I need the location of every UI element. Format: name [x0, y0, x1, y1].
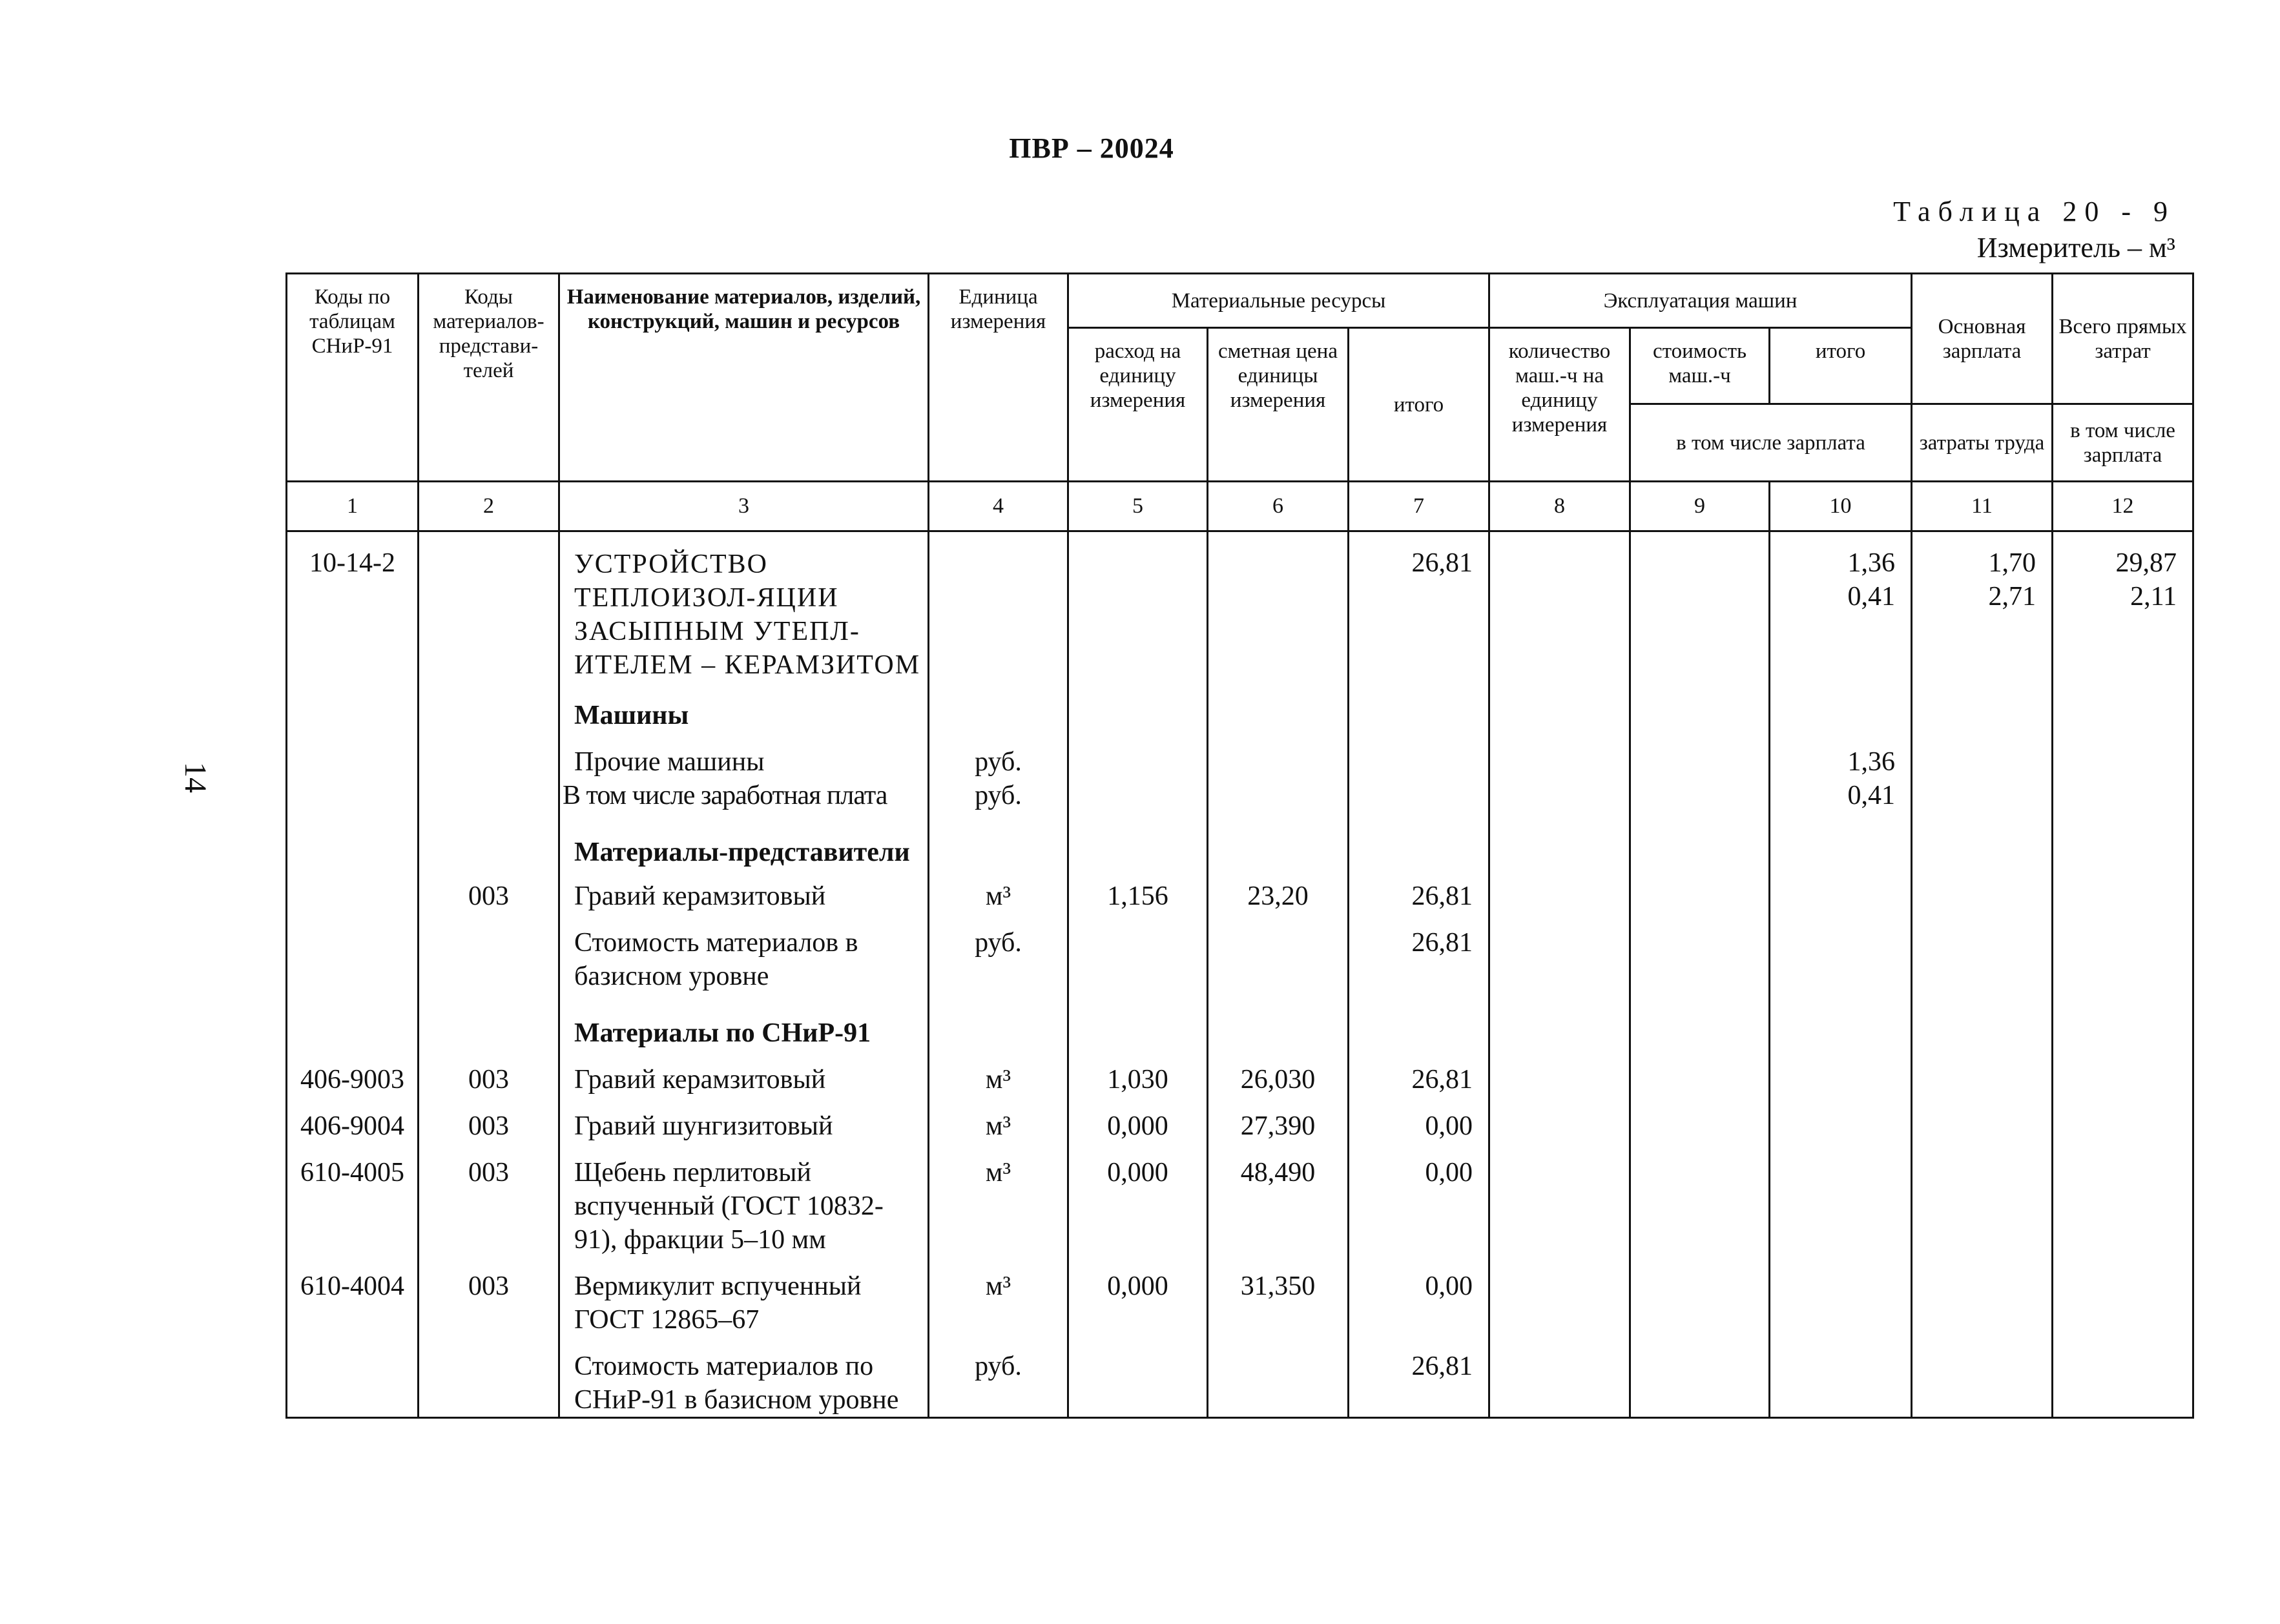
rep-code-cell: 003 — [419, 1143, 559, 1257]
price-cell: 27,390 — [1208, 1096, 1349, 1143]
total-cell: 26,81 — [1349, 531, 1489, 683]
item-name: Гравий шунгизитовый — [559, 1096, 929, 1143]
resource-table — [285, 272, 2194, 1419]
header-col9: стоимость маш.-ч — [1630, 328, 1770, 404]
table-row — [287, 913, 2193, 993]
item-name: В том числе заработная плата — [559, 779, 929, 812]
column-number: 12 — [2053, 482, 2193, 531]
code-cell: 406-9003 — [287, 1050, 419, 1096]
total-cell: 0,00 — [1349, 1257, 1489, 1337]
document-code: ПВР – 20024 — [1009, 132, 1174, 164]
rep-code-cell: 003 — [419, 869, 559, 913]
item-name: Гравий керамзитовый — [559, 869, 929, 913]
value-b: 0,41 — [1847, 582, 1896, 612]
column-number: 1 — [287, 482, 419, 531]
section-row — [287, 812, 2193, 869]
table-row — [287, 869, 2193, 913]
header-col12-sub: в том числе зарплата — [2053, 404, 2193, 482]
section-row — [287, 682, 2193, 732]
item-name: Стоимость материалов в базисном уровне — [559, 913, 929, 993]
unit-cell: м³ — [929, 1050, 1068, 1096]
column-number: 4 — [929, 482, 1068, 531]
header-materials-group: Материальные ресурсы — [1068, 274, 1489, 328]
header-col11-sub: затраты труда — [1912, 404, 2053, 482]
rep-code-cell: 003 — [419, 1096, 559, 1143]
price-cell: 26,030 — [1208, 1050, 1349, 1096]
item-name: Гравий керамзитовый — [559, 1050, 929, 1096]
total-cell: 26,81 — [1349, 1337, 1489, 1418]
item-name: Вермикулит вспученный ГОСТ 12865–67 — [559, 1257, 929, 1337]
header-col8: количество маш.-ч на единицу измерения — [1489, 328, 1630, 482]
column-number: 11 — [1912, 482, 2053, 531]
rate-cell: 0,000 — [1068, 1096, 1208, 1143]
total-cell: 0,00 — [1349, 1143, 1489, 1257]
column-number-row — [287, 482, 2193, 531]
table-row — [287, 1257, 2193, 1337]
page-number: 14 — [178, 762, 212, 793]
value-a: 1,36 — [1847, 548, 1896, 578]
table-row — [287, 1337, 2193, 1418]
header-col5: расход на единицу измерения — [1068, 328, 1208, 482]
item-name: Прочие машины — [559, 732, 929, 779]
unit-cell: руб. — [929, 732, 1068, 779]
table-row — [287, 732, 2193, 779]
unit-cell: руб. — [929, 779, 1068, 812]
header-col9-10-sub: в том числе зарплата — [1630, 404, 1912, 482]
rate-cell: 0,000 — [1068, 1143, 1208, 1257]
header-col7: итого — [1349, 328, 1489, 482]
value-a: 29,87 — [2115, 548, 2177, 578]
value-a: 1,70 — [1988, 548, 2036, 578]
header-col12: Всего прямых затрат — [2053, 274, 2193, 404]
table-row — [287, 1143, 2193, 1257]
table-row — [287, 1096, 2193, 1143]
section-heading: Материалы по СНиР-91 — [559, 993, 929, 1050]
header-col1: Коды по таблицам СНиР-91 — [287, 274, 419, 482]
wage-cell — [1912, 531, 2053, 683]
header-machines-group: Эксплуатация машин — [1489, 274, 1912, 328]
item-name: Стоимость материалов по СНиР-91 в базисном уровне — [559, 1337, 929, 1418]
column-number: 8 — [1489, 482, 1630, 531]
code-cell: 10-14-2 — [287, 531, 419, 683]
price-cell: 23,20 — [1208, 869, 1349, 913]
column-number: 10 — [1770, 482, 1912, 531]
section-heading: Материалы-представители — [559, 812, 929, 869]
rate-cell: 1,156 — [1068, 869, 1208, 913]
direct-cost-cell — [2053, 531, 2193, 683]
total-cell: 26,81 — [1349, 1050, 1489, 1096]
column-number: 7 — [1349, 482, 1489, 531]
rep-code-cell: 003 — [419, 1257, 559, 1337]
total-cell: 26,81 — [1349, 869, 1489, 913]
header-col2: Коды материалов-представи-телей — [419, 274, 559, 482]
unit-cell: руб. — [929, 1337, 1068, 1418]
machines-cell — [1770, 531, 1912, 683]
total-cell: 26,81 — [1349, 913, 1489, 993]
price-cell: 48,490 — [1208, 1143, 1349, 1257]
unit-cell: м³ — [929, 1096, 1068, 1143]
header-col11: Основная зарплата — [1912, 274, 2053, 404]
column-number: 2 — [419, 482, 559, 531]
code-cell: 610-4005 — [287, 1143, 419, 1257]
column-number: 9 — [1630, 482, 1770, 531]
unit-cell: руб. — [929, 913, 1068, 993]
price-cell: 31,350 — [1208, 1257, 1349, 1337]
unit-cell: м³ — [929, 1257, 1068, 1337]
column-number: 5 — [1068, 482, 1208, 531]
table-label: Таблица 20 - 9 — [1893, 196, 2175, 227]
unit-cell: м³ — [929, 1143, 1068, 1257]
code-cell: 610-4004 — [287, 1257, 419, 1337]
column-number: 3 — [559, 482, 929, 531]
header-col10: итого — [1770, 328, 1912, 404]
table-row — [287, 779, 2193, 812]
value-b: 2,11 — [2130, 582, 2177, 612]
total-cell: 0,00 — [1349, 1096, 1489, 1143]
table-caption — [1893, 194, 2175, 266]
code-cell: 406-9004 — [287, 1096, 419, 1143]
section-row — [287, 993, 2193, 1050]
header-col6: сметная цена единицы измерения — [1208, 328, 1349, 482]
section-heading: Машины — [559, 682, 929, 732]
machines-cell: 0,41 — [1770, 779, 1912, 812]
machines-cell: 1,36 — [1770, 732, 1912, 779]
table-row-main — [287, 531, 2193, 683]
item-name: Щебень перлитовый вспученный (ГОСТ 10832-91), фракции 5–10 мм — [559, 1143, 929, 1257]
main-title: УСТРОЙСТВО ТЕПЛОИЗОЛ-ЯЦИИ ЗАСЫПНЫМ УТЕПЛ-ИТЕЛЕМ – КЕРАМЗИТОМ — [559, 531, 929, 683]
unit-cell: м³ — [929, 869, 1068, 913]
column-number: 6 — [1208, 482, 1349, 531]
rep-code-cell: 003 — [419, 1050, 559, 1096]
measure-unit: Измеритель – м³ — [1976, 232, 2175, 263]
rate-cell: 0,000 — [1068, 1257, 1208, 1337]
header-col4: Единица измерения — [929, 274, 1068, 482]
value-b: 2,71 — [1988, 582, 2036, 612]
header-col3: Наименование материалов, изделий, конструкций, машин и ресурсов — [559, 274, 929, 482]
table-row — [287, 1050, 2193, 1096]
rate-cell: 1,030 — [1068, 1050, 1208, 1096]
